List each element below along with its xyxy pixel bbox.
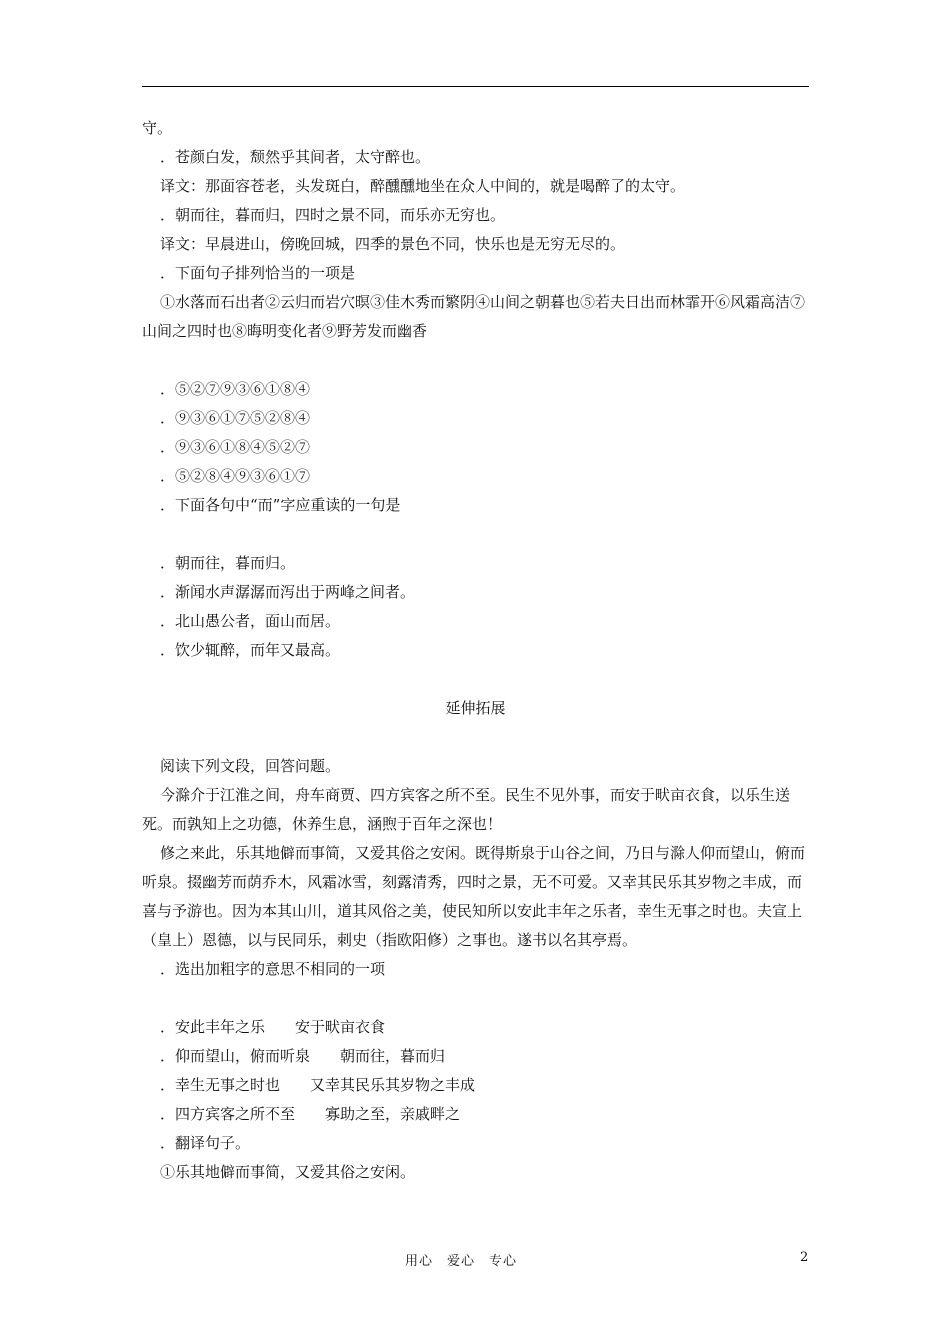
question-sentences: ①水落而石出者②云归而岩穴暝③佳木秀而繁阴④山间之朝暮也⑤若夫日出而林霏开⑥风霜高洁⑦山间之四时也⑧晦明变化者⑨野芳发而幽香 — [142, 293, 806, 340]
section-heading: 延伸拓展 — [445, 699, 506, 717]
instruction-line: 阅读下列文段，回答问题。 — [160, 757, 341, 775]
question-stem: ．翻译句子。 — [160, 1134, 251, 1152]
choice-option: ．⑤②⑦⑨③⑥①⑧④ — [160, 380, 311, 398]
choice-option: ．仰而望山，俯而听泉 朝而往，暮而归 — [160, 1047, 446, 1065]
page-number: 2 — [800, 1250, 809, 1265]
choice-option: ．四方宾客之所不至 寡助之至，亲戚畔之 — [160, 1105, 461, 1123]
header-rule — [142, 86, 809, 87]
choice-option: ．幸生无事之时也 又幸其民乐其岁物之丰成 — [160, 1076, 476, 1094]
document-body — [142, 114, 809, 1187]
choice-option: ．⑨③⑥①⑦⑤②⑧④ — [160, 409, 311, 427]
text-line: ．苍颜白发，颓然乎其间者，太守醉也。 — [160, 148, 431, 166]
text-line: ．朝而往，暮而归，四时之景不同，而乐亦无穷也。 — [160, 206, 506, 224]
translation-line: 译文：早晨进山，傍晚回城，四季的景色不同，快乐也是无穷无尽的。 — [160, 235, 626, 253]
question-stem: ．下面句子排列恰当的一项是 — [160, 264, 356, 282]
choice-option: ．渐闻水声潺潺而泻出于两峰之间者。 — [160, 583, 416, 601]
text-line: 守。 — [142, 119, 173, 137]
choice-option: ．安此丰年之乐 安于畎亩衣食 — [160, 1018, 386, 1036]
translation-line: 译文：那面容苍老，头发斑白，醉醺醺地坐在众人中间的，就是喝醉了的太守。 — [160, 177, 686, 195]
question-stem: ．下面各句中“而”字应重读的一句是 — [160, 496, 401, 514]
choice-option: ．⑨③⑥①⑧④⑤②⑦ — [160, 438, 311, 456]
passage-paragraph: 修之来此，乐其地僻而事简，又爱其俗之安闲。既得斯泉于山谷之间，乃日与滁人仰而望山，俯而听泉。掇幽芳而荫乔木，风霜冰雪，刻露清秀，四时之景，无不可爱。又幸其民乐其岁物之丰成，而喜与予游也。因为本其山川，道其风俗之美，使民知所以安此丰年之乐者，幸生无事之时也。夫宣上（皇上）恩德，以与民同乐，刺史（指欧阳修）之事也。遂书以名其亭焉。 — [142, 844, 806, 949]
translation-prompt: ①乐其地僻而事简，又爱其俗之安闲。 — [160, 1163, 416, 1181]
footer-motto: 用心 爱心 专心 — [404, 1254, 517, 1269]
choice-option: ．北山愚公者，面山而居。 — [160, 612, 341, 630]
choice-option: ．⑤②⑧④⑨③⑥①⑦ — [160, 467, 311, 485]
choice-option: ．朝而往，暮而归。 — [160, 554, 296, 572]
passage-paragraph: 今滁介于江淮之间，舟车商贾、四方宾客之所不至。民生不见外事，而安于畎亩衣食，以乐生送死。而孰知上之功德，休养生息，涵煦于百年之深也！ — [142, 786, 791, 833]
question-stem: ．选出加粗字的意思不相同的一项 — [160, 960, 386, 978]
choice-option: ．饮少辄醉，而年又最高。 — [160, 641, 341, 659]
